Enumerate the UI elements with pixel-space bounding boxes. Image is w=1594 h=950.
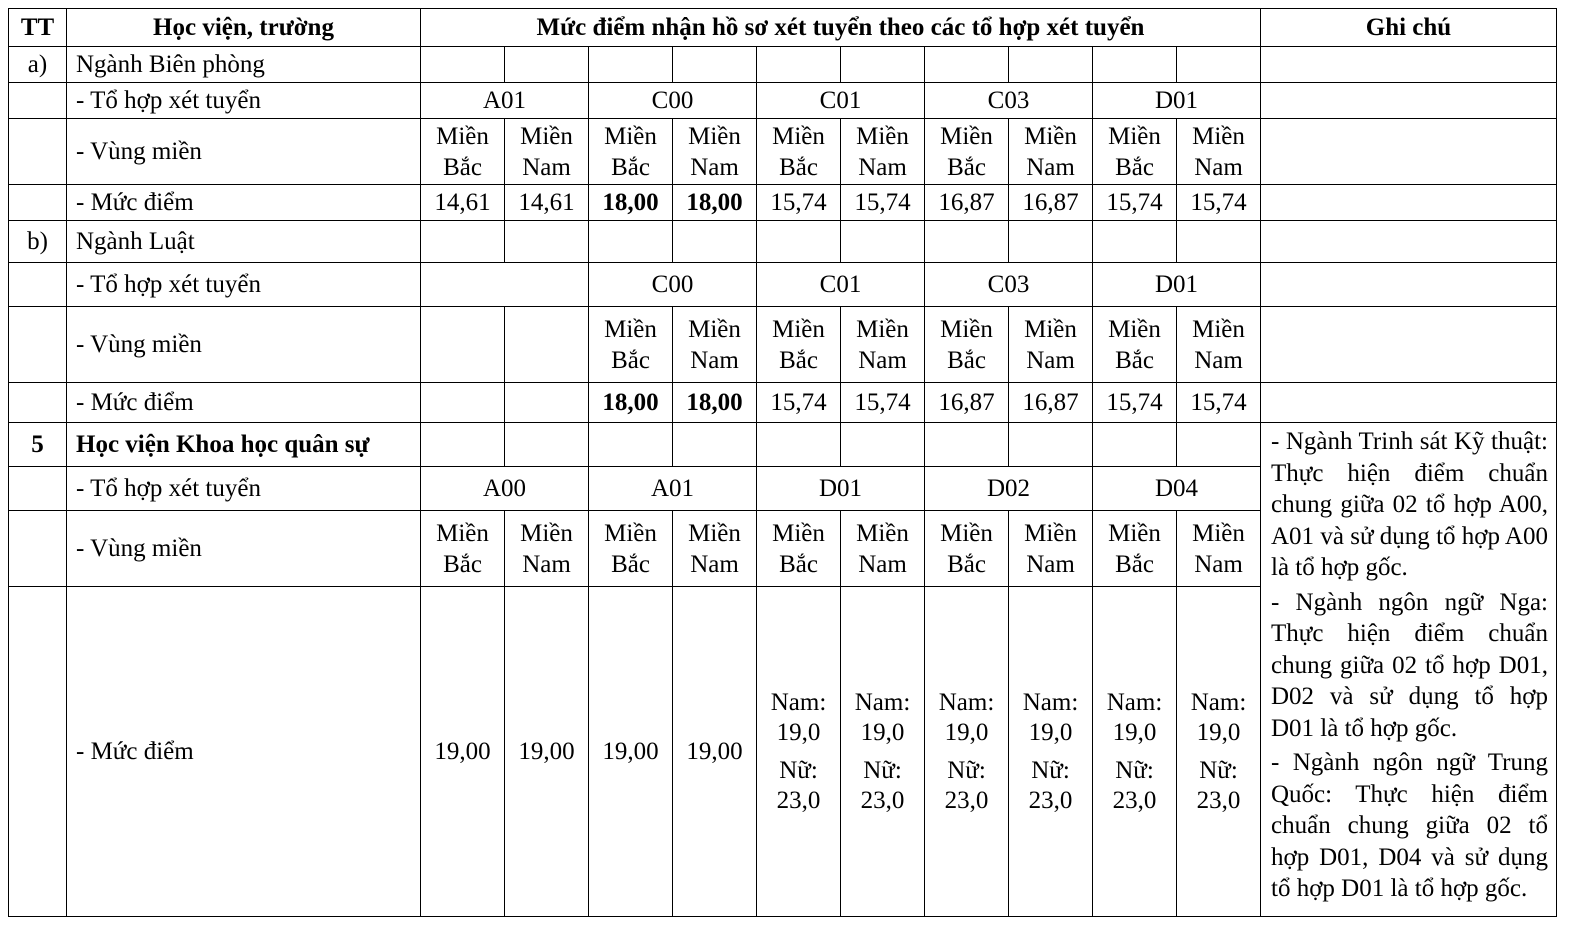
note-paragraph: - Ngành ngôn ngữ Trung Quốc: Thực hiện điểm chuẩn chung giữa 02 tổ hợp D01, D04 và sử dụng tổ hợp D01 là tổ hợp gốc. [1271, 749, 1548, 902]
section-name: Học viện Khoa học quân sự [67, 423, 421, 467]
empty-cell [421, 47, 505, 83]
region-south: Miền Nam [1177, 119, 1261, 185]
score-value: 18,00 [673, 383, 757, 423]
empty-cell [841, 423, 925, 467]
score-value: 15,74 [1177, 185, 1261, 221]
score-male-value: 19,0 [944, 718, 989, 746]
score-female-value: 23,0 [860, 786, 905, 814]
score-female-label: Nữ: [1199, 756, 1238, 784]
empty-cell [421, 221, 505, 263]
header-tt: TT [9, 9, 67, 47]
empty-cell [1261, 263, 1557, 307]
empty-cell [673, 221, 757, 263]
empty-cell [1009, 47, 1093, 83]
section-name: Ngành Biên phòng [67, 47, 421, 83]
combo-name: C01 [757, 83, 925, 119]
score-label: - Mức điểm [67, 383, 421, 423]
score-row [9, 383, 1557, 423]
score-female-label: Nữ: [779, 756, 818, 784]
empty-cell [9, 263, 67, 307]
admission-score-table [8, 8, 1557, 917]
empty-cell [1009, 221, 1093, 263]
score-value: 14,61 [505, 185, 589, 221]
region-south: Miền Nam [673, 307, 757, 383]
score-value: 15,74 [841, 185, 925, 221]
score-male-value: 19,0 [860, 718, 905, 746]
section-tt: a) [9, 47, 67, 83]
score-value: 15,74 [1093, 383, 1177, 423]
empty-cell [9, 83, 67, 119]
empty-cell [1261, 47, 1557, 83]
header-school: Học viện, trường [67, 9, 421, 47]
empty-cell [1261, 119, 1557, 185]
region-label: - Vùng miền [67, 511, 421, 587]
combo-name [421, 263, 589, 307]
region-south: Miền Nam [505, 119, 589, 185]
empty-cell [505, 423, 589, 467]
empty-cell [589, 47, 673, 83]
score-split-cell [841, 587, 925, 917]
combo-label: - Tổ hợp xét tuyển [67, 83, 421, 119]
score-female-label: Nữ: [1115, 756, 1154, 784]
score-split-cell [1093, 587, 1177, 917]
score-label: - Mức điểm [67, 587, 421, 917]
score-value: 15,74 [757, 383, 841, 423]
region-north: Miền Bắc [757, 511, 841, 587]
score-value: 18,00 [589, 383, 673, 423]
region-south: Miền Nam [1009, 511, 1093, 587]
score-value: 15,74 [757, 185, 841, 221]
score-split-cell [925, 587, 1009, 917]
score-value: 14,61 [421, 185, 505, 221]
region-north: Miền Bắc [589, 307, 673, 383]
score-value: 19,00 [421, 587, 505, 917]
score-male-label: Nam: [1022, 688, 1079, 716]
region-north: Miền Bắc [925, 511, 1009, 587]
score-value: 19,00 [589, 587, 673, 917]
region-north: Miền Bắc [421, 511, 505, 587]
empty-cell [1261, 221, 1557, 263]
empty-cell [1261, 83, 1557, 119]
region-south: Miền Nam [1009, 307, 1093, 383]
empty-cell [1093, 423, 1177, 467]
empty-cell [925, 47, 1009, 83]
empty-cell [421, 423, 505, 467]
region-south: Miền Nam [1177, 511, 1261, 587]
empty-cell [757, 423, 841, 467]
combo-name: C03 [925, 263, 1093, 307]
score-value: 15,74 [1093, 185, 1177, 221]
section-title-row [9, 423, 1557, 467]
combo-row [9, 263, 1557, 307]
combo-name: C03 [925, 83, 1093, 119]
score-female-value: 23,0 [1196, 786, 1241, 814]
combo-name: C01 [757, 263, 925, 307]
score-male-value: 19,0 [1028, 718, 1073, 746]
header-row [9, 9, 1557, 47]
empty-cell [9, 119, 67, 185]
score-value: 18,00 [673, 185, 757, 221]
score-split-cell [1009, 587, 1093, 917]
score-male-label: Nam: [938, 688, 995, 716]
empty-cell [9, 511, 67, 587]
score-value [505, 383, 589, 423]
score-female-value: 23,0 [1112, 786, 1157, 814]
score-female-value: 23,0 [944, 786, 989, 814]
empty-cell [505, 307, 589, 383]
combo-name: D01 [1093, 83, 1261, 119]
region-north: Miền Bắc [1093, 511, 1177, 587]
region-south: Miền Nam [841, 511, 925, 587]
empty-cell [841, 221, 925, 263]
empty-cell [589, 423, 673, 467]
empty-cell [9, 185, 67, 221]
combo-name: A01 [589, 467, 757, 511]
empty-cell [1177, 221, 1261, 263]
region-north: Miền Bắc [1093, 307, 1177, 383]
header-score-title: Mức điểm nhận hồ sơ xét tuyển theo các tổ hợp xét tuyển [421, 9, 1261, 47]
score-female-label: Nữ: [947, 756, 986, 784]
note-paragraph: - Ngành ngôn ngữ Nga: Thực hiện điểm chuẩn chung giữa 02 tổ hợp D01, D02 và sử dụng tổ hợp D01 là tổ hợp gốc. [1271, 588, 1548, 742]
score-value: 16,87 [1009, 185, 1093, 221]
empty-cell [925, 221, 1009, 263]
section-title-row [9, 47, 1557, 83]
combo-name: A01 [421, 83, 589, 119]
score-male-value: 19,0 [1112, 718, 1157, 746]
empty-cell [673, 47, 757, 83]
score-label: - Mức điểm [67, 185, 421, 221]
score-split-cell [757, 587, 841, 917]
region-south: Miền Nam [841, 307, 925, 383]
empty-cell [505, 47, 589, 83]
region-north: Miền Bắc [757, 119, 841, 185]
combo-name: C00 [589, 83, 757, 119]
score-male-label: Nam: [1106, 688, 1163, 716]
score-male-value: 19,0 [776, 718, 821, 746]
region-south: Miền Nam [841, 119, 925, 185]
region-label: - Vùng miền [67, 307, 421, 383]
combo-name: D04 [1093, 467, 1261, 511]
empty-cell [1261, 185, 1557, 221]
combo-name: C00 [589, 263, 757, 307]
region-south: Miền Nam [505, 511, 589, 587]
score-female-value: 23,0 [1028, 786, 1073, 814]
empty-cell [9, 307, 67, 383]
score-row [9, 185, 1557, 221]
score-split-cell [1177, 587, 1261, 917]
score-value [421, 383, 505, 423]
empty-cell [9, 587, 67, 917]
combo-name: D01 [757, 467, 925, 511]
region-north: Miền Bắc [589, 511, 673, 587]
score-female-label: Nữ: [863, 756, 902, 784]
empty-cell [1261, 383, 1557, 423]
empty-cell [1093, 47, 1177, 83]
section-title-row [9, 221, 1557, 263]
empty-cell [673, 423, 757, 467]
region-label: - Vùng miền [67, 119, 421, 185]
score-value: 16,87 [925, 383, 1009, 423]
section-name: Ngành Luật [67, 221, 421, 263]
empty-cell [1093, 221, 1177, 263]
note-cell [1261, 423, 1557, 917]
empty-cell [757, 221, 841, 263]
score-value: 18,00 [589, 185, 673, 221]
region-south: Miền Nam [1177, 307, 1261, 383]
score-value: 15,74 [1177, 383, 1261, 423]
region-north: Miền Bắc [925, 307, 1009, 383]
combo-row [9, 83, 1557, 119]
score-value: 16,87 [925, 185, 1009, 221]
region-south: Miền Nam [1009, 119, 1093, 185]
header-note: Ghi chú [1261, 9, 1557, 47]
region-south: Miền Nam [673, 119, 757, 185]
empty-cell [1177, 423, 1261, 467]
empty-cell [9, 383, 67, 423]
empty-cell [1009, 423, 1093, 467]
score-female-value: 23,0 [776, 786, 821, 814]
region-south: Miền Nam [673, 511, 757, 587]
region-north: Miền Bắc [757, 307, 841, 383]
empty-cell [589, 221, 673, 263]
score-male-label: Nam: [854, 688, 911, 716]
score-value: 19,00 [505, 587, 589, 917]
empty-cell [841, 47, 925, 83]
section-tt: 5 [9, 423, 67, 467]
empty-cell [1177, 47, 1261, 83]
region-north: Miền Bắc [421, 119, 505, 185]
region-row [9, 307, 1557, 383]
score-value: 15,74 [841, 383, 925, 423]
region-north: Miền Bắc [1093, 119, 1177, 185]
section-tt: b) [9, 221, 67, 263]
score-male-value: 19,0 [1196, 718, 1241, 746]
score-value: 19,00 [673, 587, 757, 917]
score-value: 16,87 [1009, 383, 1093, 423]
note-paragraph: - Ngành Trinh sát Kỹ thuật: Thực hiện điểm chuẩn chung giữa 02 tổ hợp A00, A01 và sử dụng tổ hợp A00 là tổ hợp gốc. [1271, 428, 1548, 581]
combo-name: A00 [421, 467, 589, 511]
empty-cell [505, 221, 589, 263]
empty-cell [757, 47, 841, 83]
region-north: Miền Bắc [589, 119, 673, 185]
combo-name: D01 [1093, 263, 1261, 307]
region-north: Miền Bắc [925, 119, 1009, 185]
score-male-label: Nam: [770, 688, 827, 716]
empty-cell [9, 467, 67, 511]
empty-cell [421, 307, 505, 383]
empty-cell [1261, 307, 1557, 383]
empty-cell [925, 423, 1009, 467]
score-male-label: Nam: [1190, 688, 1247, 716]
combo-label: - Tổ hợp xét tuyển [67, 263, 421, 307]
combo-name: D02 [925, 467, 1093, 511]
region-row [9, 119, 1557, 185]
combo-label: - Tổ hợp xét tuyển [67, 467, 421, 511]
score-female-label: Nữ: [1031, 756, 1070, 784]
